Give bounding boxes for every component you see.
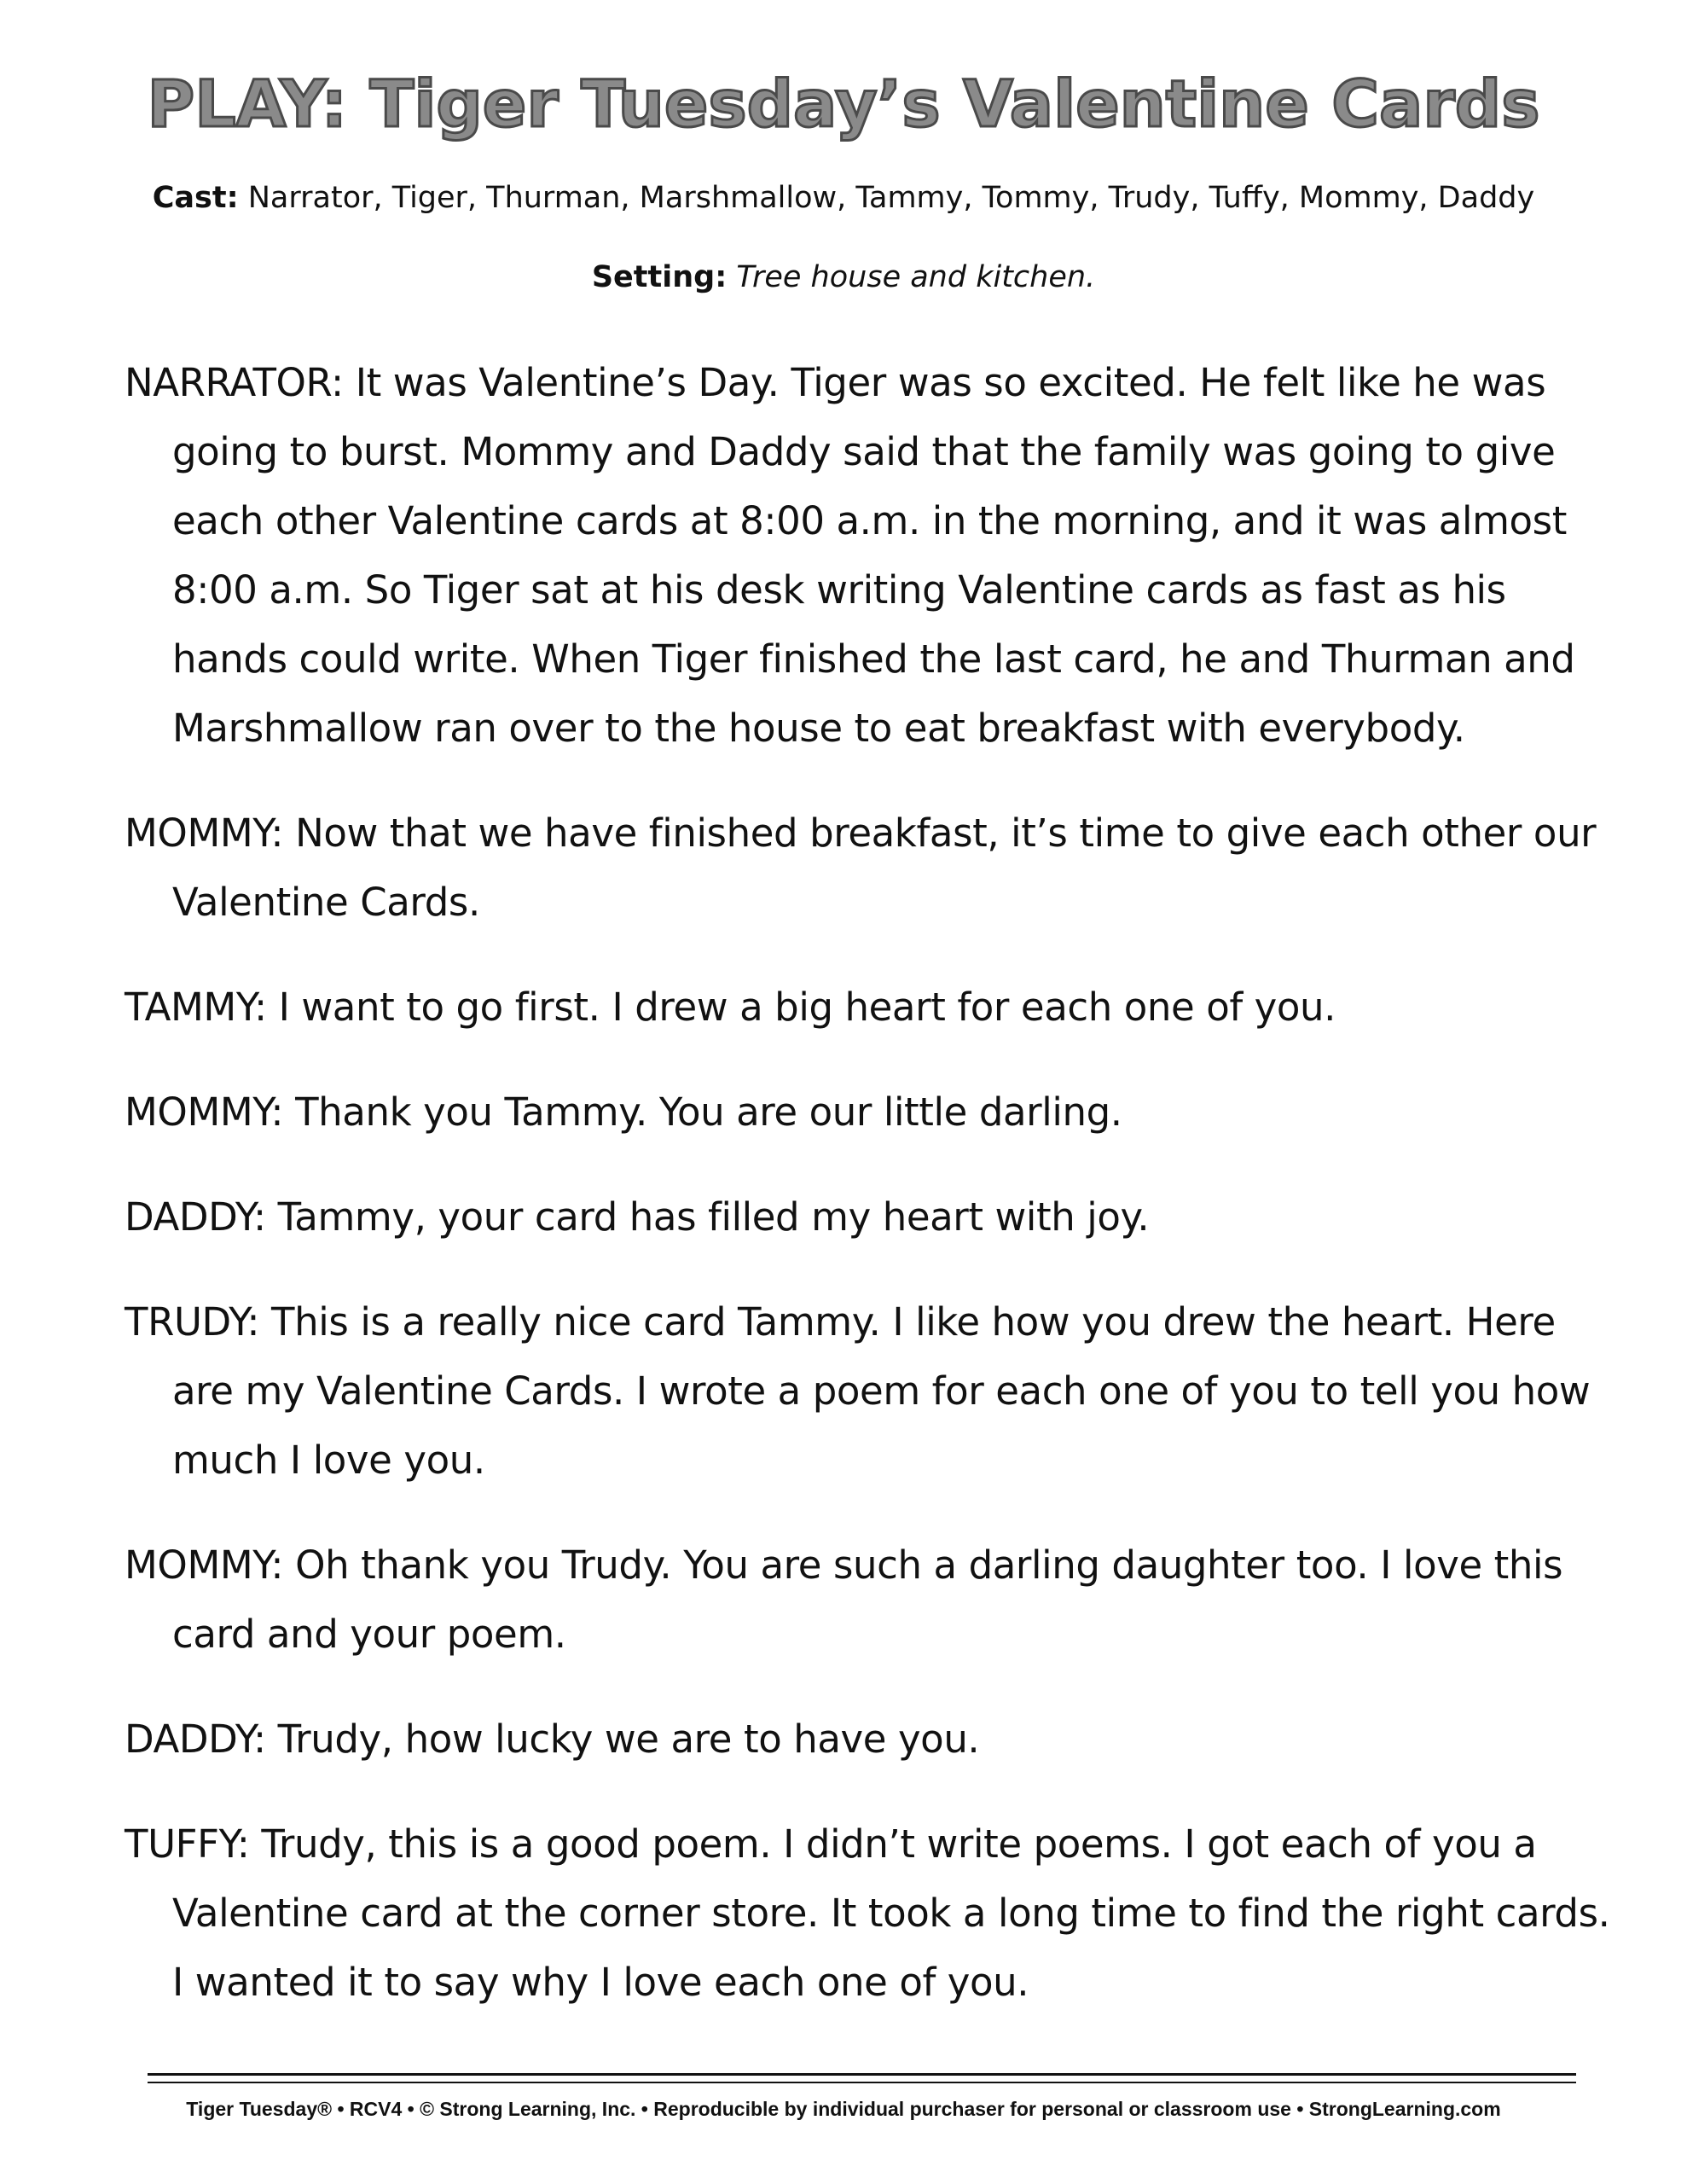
speaker-name: DADDY: [125,1716,266,1762]
dialogue-text: Trudy, this is a good poem. I didn’t write poems. I got each of you a Valentine card at the corner store. It took a long time to find the right cards. I wanted it to say why I love each one of you. [172,1821,1610,2005]
page-title: PLAY: Tiger Tuesday’s Valentine Cards [147,66,1540,142]
script-line [125,1809,1615,2017]
cast-label: Cast: [152,181,239,215]
script-line [125,1531,1615,1669]
script-line [125,1705,1615,1774]
speaker-name: NARRATOR: [125,360,344,405]
speaker-name: TUFFY: [125,1821,250,1867]
setting-line [0,253,1687,301]
script-line [125,1077,1615,1147]
dialogue-text: This is a really nice card Tammy. I like how you drew the heart. Here are my Valentine Cards. I wrote a poem for each one of you to tell you how much I love you. [172,1299,1591,1483]
script-line [125,348,1615,763]
script-line [125,1182,1615,1252]
speaker-name: DADDY: [125,1194,266,1240]
script-line [125,973,1615,1042]
setting-label: Setting: [591,260,728,294]
cast-list: Narrator, Tiger, Thurman, Marshmallow, Tammy, Tommy, Trudy, Tuffy, Mommy, Daddy [238,181,1535,215]
footer-divider [148,2082,1576,2083]
speaker-name: MOMMY: [125,1542,284,1588]
dialogue-text: Trudy, how lucky we are to have you. [265,1716,980,1762]
speaker-name: TRUDY: [125,1299,260,1345]
footer-copyright: Tiger Tuesday® • RCV4 • © Strong Learning, Inc. • Reproducible by individual purchaser for personal or classroom use • StrongLearning.com [186,2098,1501,2120]
speaker-name: TAMMY: [125,985,267,1030]
dialogue-text: Tammy, your card has filled my heart with joy. [265,1194,1150,1240]
dialogue-text: It was Valentine’s Day. Tiger was so excited. He felt like he was going to burst. Mommy and Daddy said that the family was going to give each other Valentine cards at 8:00 a.m. in the morning, and it was almost 8:00 a.m. So Tiger sat at his desk writing Valentine cards as fast as his hands could write. When Tiger finished the last card, he and Thurman and Marshmallow ran over to the house to eat breakfast with everybody. [172,360,1575,751]
dialogue-text: Thank you Tammy. You are our little darling. [283,1089,1122,1135]
speaker-name: MOMMY: [125,1089,284,1135]
footer-divider [148,2073,1576,2076]
script-line [125,1287,1615,1495]
dialogue-text: I want to go first. I drew a big heart for each one of you. [266,985,1336,1030]
script-line [125,799,1615,937]
dialogue-text: Now that we have finished breakfast, it’s time to give each other our Valentine Cards. [172,810,1597,925]
speaker-name: MOMMY: [125,810,284,856]
cast-line [0,174,1687,222]
dialogue-text: Oh thank you Trudy. You are such a darling daughter too. I love this card and your poem. [172,1542,1563,1657]
script-body [125,348,1615,2053]
setting-value: Tree house and kitchen. [727,260,1096,294]
